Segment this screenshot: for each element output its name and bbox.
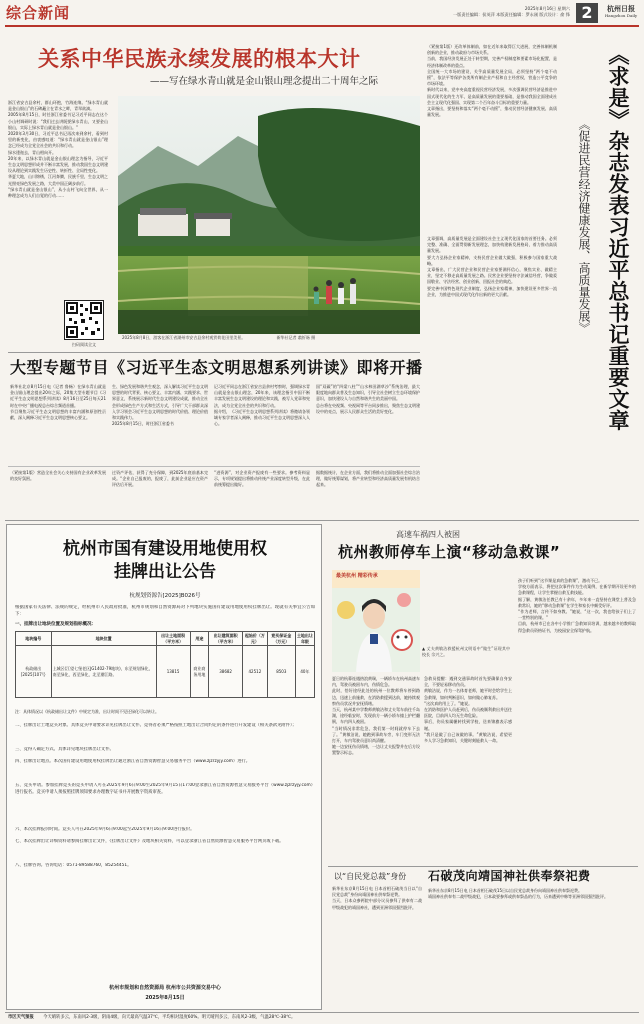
logo-text: 杭州日报 [607, 4, 635, 13]
table-cell: 杭政储出[2025]107号 [16, 646, 52, 698]
notice-sec8: 八、挂牌咨询。咨询电话：0571-89588760，85254451。 [15, 863, 132, 868]
village-landscape-image [118, 96, 420, 334]
land-notice [6, 524, 322, 1010]
series-col3: 记习近平同志在浙江省安吉县余村考察时，强调绿水青山就是金山银山理念，20年来，该理念指引中国不断丰富发展生态文明建设的理论和实践，被写入党章和宪法，成为全党全社会的共识和行动。 据介绍，《习近平生态文明思想系列讲读》将邀请各领域专家学者深入阐释，推动习近平生态文明思想深入人心。 [214, 384, 310, 427]
weather-label: 市区天气预报 [8, 1015, 34, 1020]
series-lower-col4: 据数据统计，在企业方面，我们将推动全面加强社会综合治理，做好统筹谋划，将产业转型和经济高质量发展有机结合起来。 [316, 470, 420, 488]
notice-intro: 根据国家有关法律、法规的规定，经杭州市人民政府批准，杭州市规划和自然资源局对下列地块实施国有建设用地使用权挂牌出让。现就有关事宜公告如下： [15, 605, 315, 617]
teacher-photo-caption: ▲ 丈夫黄敏洁救援杭州文明语中“做生”证现其中校长 佘兴之。 [422, 646, 510, 657]
table-cell: 38682 [209, 646, 243, 698]
table-cell: 8503 [267, 646, 295, 698]
table-cell: 13815 [156, 646, 190, 698]
notice-sec2: 二、挂牌出让土地竞买对象。具体竞买申请要求详见挂牌出让文件。竞得者必须严格按照土地出让合同约定的条件进行开发建设（相关条款见附件）； [15, 723, 297, 728]
notice-sec4: 四、挂牌出让地点。本次国有建设用地使用权挂牌出让通过浙江省自然资源智慧交易服务平台（www.zjzrzyjy.com）进行。 [15, 759, 251, 764]
table-cell: 商业商务用地 [190, 646, 209, 698]
table-header-cell: 土地出让年限 [296, 633, 313, 644]
date-line [400, 6, 570, 18]
notice-doc-number: 杭规划资源告[2025]B026号 [129, 593, 201, 599]
logo-subtitle: Hangzhou Daily [604, 13, 638, 18]
series-col4: 国“双碳”的“四梁八柱”“山水林田湖草沙”系统治理，最大限度地向群众普及生态知识，引导全社会树立生态环境保护意识，加快建设人与自然和谐共生的美丽中国。 总台将在央视频、央视网等平台同步推出，聚焦生态文明建设中的亮点，展示人民群众生活的美好变化。 [316, 384, 420, 414]
lower-section-rule [5, 520, 639, 521]
newspaper-logo [601, 4, 641, 22]
table-cell: 40年 [295, 646, 314, 698]
teacher-kicker: 高速车祸四人被困 [396, 530, 460, 539]
mid-rule [8, 466, 420, 467]
lead-photo [118, 96, 420, 334]
notice-sec6: 六、本次挂牌报价时间。竞买人可在2025年9月6日9:00起至2025年9月16日9:00进行报价。 [15, 827, 195, 832]
footer-rule [5, 1012, 639, 1013]
bottom-right-text: 新华社东京8月15日电 日本首相石破茂15日以自民党总裁身份向靖国神社供奉祭祀费。 靖国神社供奉有二战甲级战犯，日本政要参拜或供奉祭品的行为，历来遭到中韩等亚洲邻国强烈批评。 [428, 888, 608, 900]
table-header-cell: 出让建筑面积（平方米） [209, 632, 243, 646]
lead-headline: 关系中华民族永续发展的根本大计 [38, 47, 361, 71]
table-row [16, 646, 315, 698]
table-header-row [16, 632, 315, 646]
bottom-rule [328, 866, 638, 867]
notice-note: 注：具体情况以《杭政储出让文件》中规定为准，出让时间不见还绿化可以转让。 [15, 709, 159, 714]
series-rule [8, 352, 420, 353]
bottom-left-text: 新华社东京8月15日电 日本首相石破茂当日以“自民党总裁”身份向靖国神社供奉祭祀费。 当天，日本众参两院中部分议员参拜了供奉有二战甲级战犯的靖国神社，遭到亚洲邻国强烈批评。 [332, 886, 422, 910]
qr-caption: 扫码阅读全文 [72, 342, 96, 347]
notice-sec7: 七、本次挂牌出让详细资料请参阅挂牌出让文件，《挂牌出让文件》及地块相关资料，可以登录浙江省自然资源智慧交易服务平台网页或下载。 [15, 839, 284, 844]
publish-date: 2025年8月16日 星期六 [524, 6, 570, 11]
series-col2: 生、绿色发展和谐共生观念，深入解读习近平生态文明思想的时代背景、核心要义、丰富内涵、实践要求、世界意义，系统展示新时代生态文明建设成就，推动全社会形成绿色生产方式和生活方式，引导广大干部群众深入学习领会习近平生态文明思想的时代价值、理论价值和实践伟力。 2025年8月15日，时任浙江省委书 [112, 384, 208, 427]
lead-subhead: ——写在绿水青山就是金山银山理念提出二十周年之际 [150, 76, 379, 87]
table-header-cell: 地块位置 [51, 632, 156, 646]
photo-caption-text: 2025年8月8日，游客在浙江省湖州市安吉县余村观赏荷花田里美景。 [122, 335, 246, 340]
series-lower-col1: （紧接第1版）营造全社会关心支持国有企业改革发展的良好氛围。 [10, 470, 106, 482]
qr-code [64, 300, 104, 340]
weather-text: 今天晴转多云，东南风2-3级，阴雨4级，向天最高气温37℃，平均相对湿度60%。明天晴到多云，东南风2-3级，气温28℃-38℃。 [43, 1015, 296, 1020]
section-title: 综合新闻 [6, 4, 71, 22]
table-header-cell: 地块编号 [16, 632, 52, 646]
notice-table-wrap [15, 631, 315, 698]
table-cell: 上城区(江望七堡老区JG1402-79地块)，东至规划绿化，南至绿化，西至绿化，北至潮江路。 [51, 646, 156, 698]
teacher-col-c: 孩子们听到“这节课是真的急救课”，激动不已。 学校方面表示，将把这次事件作为生动案例，在新学期开设更多的急救课程，让学生掌握自救互救技能。 据了解，黄敏洁任教已有十余年，多年来一直坚持在课堂上普及急救常识，她的“移动急救课”在学生和家长中颇受好评。 “作为老师，言传不如身教。”她说，“这一次，我也给孩子们上了一堂特别的课。” 目前，杭州市已在各中小学推广急救知识培训，越来越多的教师取得急救员资格证书，为校园安全保驾护航。 [518, 578, 636, 633]
notice-title-line2: 挂牌出让公告 [114, 562, 216, 582]
notice-footer-org: 杭州市规划和自然资源局 杭州市公共资源交易中心 [109, 985, 221, 991]
lead-photo-caption [122, 335, 420, 341]
lead-intro-text: 浙江省安吉县余村，群山环抱，竹海连绵。“绿水青山就是金山银山”的石碑矗立在青水之畔，青翠欲滴。 2005年8月15日，时任浙江省委书记习近平同志在这个小山村调研时说：“我们过去讲既要绿水青山，又要金山银山，实际上绿水青山就是金山银山。” 2020年3月30日，习近平总书记再次来到余村，看到村里的新变化，由衷感叹道：“绿水青山就是金山银山”理念已经成为全党全社会的共识和行动。 绿水逶迤去，青山相向开。 20年来，以绿水青山就是金山银山理念为指导，习近平生态文明思想形成并不断丰富发展，推动我国生态文明建设从理论到实践发生历史性、转折性、全局性变化。 华夏大地，山川锦绣，江河奔腾，民族千里，生态文明之光照亮绿色发展之路，大美中国正阔步前行。 “绿水青山就是金山银山”，从小山村飞向全世界，从一种理念成为人们自觉的行动…… [8, 100, 108, 199]
table-cell: 42512 [243, 646, 268, 698]
right-vertical-subhead: 《促进民营经济健康发展、高质量发展》 [577, 118, 591, 334]
notice-title-line1: 杭州市国有建设用地使用权 [63, 539, 267, 559]
notice-footer-date: 2025年8月15日 [145, 995, 185, 1001]
photo-credit: 新华社记者 翁忻旸 摄 [276, 335, 316, 340]
right-vertical-headline: 《求是》杂志发表习近平总书记重要文章 [606, 44, 630, 431]
masthead-rule [5, 25, 639, 27]
series-lower-col2: 过资产评估，获得了充分保障，到2025年底前基本完成。“企业自己报废的，报废了，此前企业是应在资产评估后开展。 [112, 470, 208, 488]
notice-sec5: 五、竞买申请。参加挂牌竞买的竞买申请人可在2025年9月6日9:00至2025年9月15日17:00登录浙江省自然资源智慧交易服务平台（www.zjzrzyjy.com）进行报名。竞买申请人须按照挂牌须知要求办理数字证书并开展数字资质审查。 [15, 783, 315, 795]
teacher-col-b: 急救员提醒：遇到交通事故时首先要确保自身安全，不要轻易移动伤员。 黄敏洁说，作为一名体育老师，她平时会给学生上急救课，如何判断意识，如何做心肺复苏。 “这次真的用上了。”她说。 在消防和医护人员赶到后，伤员被顺利救出并送往医院，目前四人均无生命危险。 事后，伤员家属辗转找到学校，送来锦旗表示感谢。 “我只是做了自己该做的事。”黄敏洁说，希望更多人学习急救知识，关键时刻能救人一命。 [424, 676, 512, 744]
notice-section1-title: 一、挂牌出让地块位置及规划指标概况： [15, 622, 96, 627]
qr-code-icon [65, 301, 103, 339]
notice-sec3: 三、竞得人确定方式。具体详见地块挂牌出让文件。 [15, 747, 114, 752]
table-header-cell: 用途 [190, 632, 209, 646]
weather-bar [8, 1014, 638, 1022]
teacher-photo-label: 最美杭州 精彩传承 [336, 573, 378, 579]
teacher-photo [332, 570, 420, 672]
bottom-left-headline: 以“自民党总裁”身份 [334, 872, 407, 881]
bottom-right-headline: 石破茂向靖国神社供奉祭祀费 [428, 869, 591, 883]
right-text-b: 文章强调，高质量发展是全面建设社会主义现代化国家的首要任务。必须完整、准确、全面贯彻新发展理念，加快构建新发展格局，着力推动高质量发展。 要大力弘扬企业家精神，支持民营企业做大做强，积极参与国家重大战略。 文章指出，广大民营企业和民营企业家要满怀信心，聚焦实业、做精主业，坚定不移走高质量发展之路。民营企业要坚持守法诚信经营，争做爱国敬业、守法经营、创业创新、回报社会的典范。 要完善中国特色现代企业制度，弘扬企业家精神，加快建设更多世界一流企业，为推进中国式现代化作出新的更大贡献。 [427, 236, 557, 297]
editor-credits: 一版责任编辑：侯英萍 本版责任编辑：罗永刚 版式设计：俞 锋 [452, 12, 570, 17]
teacher-col-a: 夏日的杭幕连遇热浪黄瑞，一辆轿车在杭州高速车内，驾驶员被困车内，伤情危急。 此时，恰好途经此处的杭州一位教师将车停到路边，迅速上前施救，在消防救援到达前，她持续观察伤员状况并安抚情绪。 当天，杭州某中学教师黄敏洁和丈夫驾车前往千岛湖，途经临安时，发现前方一辆小轿车撞上护栏翻倒，车内四人被困。 “当时情况非常危急，我们第一时间就停车下去了。”黄敏洁说，她跑到事故车旁，车门变形无法打开，车内驾驶员意识尚清醒。 她一边安抚伤员情绪，一边让丈夫报警并在后方设置警示标志。 [332, 676, 420, 756]
page-number: 2 [576, 3, 598, 23]
right-text-a: （紧接第1版）还改革体制前，如在近年来取得巨大进展，完善体制机制创新的企业，推动政府与市场关系。 当前，我国经济发展正处于转型期，完善产权制度和要素市场化配置，是经济体制改革的重点。 全国统一大市场的建设，关乎高质量发展全局，必须坚持“两个毫不动摇”，依法平等保护各类所有制企业产权和自主经营权，营造公平竞争的市场环境。 新时代以来，党中央高度重视民营经济发展，多次强调民营经济是推进中国式现代化的生力军，是高质量发展的重要基础，是推动我国全面建成社会主义现代化强国、实现第二个百年奋斗目标的重要力量。 文章指出，要坚持和落实“两个毫不动摇”，推动民营经济健康发展、高质量发展。 [427, 44, 557, 118]
teacher-headline: 杭州教师停车上演“移动急救课” [338, 543, 561, 561]
land-plot-table [15, 631, 315, 698]
table-header-cell: 出让土地面积（平方米） [156, 632, 190, 646]
table-header-cell: 竞买保证金（万元） [267, 632, 295, 646]
series-headline: 大型专题节目《习近平生态文明思想系列讲读》即将开播 [10, 358, 423, 377]
series-lower-col3: “进资源”，对企业资产报废有一些要求。参考资料显示，专项规划提出将推动传统产业深度转型升级，在此前统筹提出做好。 [214, 470, 310, 488]
table-header-cell: 起始价（万元） [243, 632, 268, 646]
teacher-portrait-image [332, 570, 420, 672]
series-col1: 新华社北京8月15日电（记者 鲁畅）在绿水青山就是金山银山理念提出20年之际，20集大型专题节目《习近平生态文明思想系列讲读》8月16日至25日每天21时在中央广播电视总台综合频道首播。 节目聚焦习近平生态文明思想的丰富内涵和原创性贡献，深入阐释习近平生态文明思想核心要义。 [10, 384, 106, 421]
